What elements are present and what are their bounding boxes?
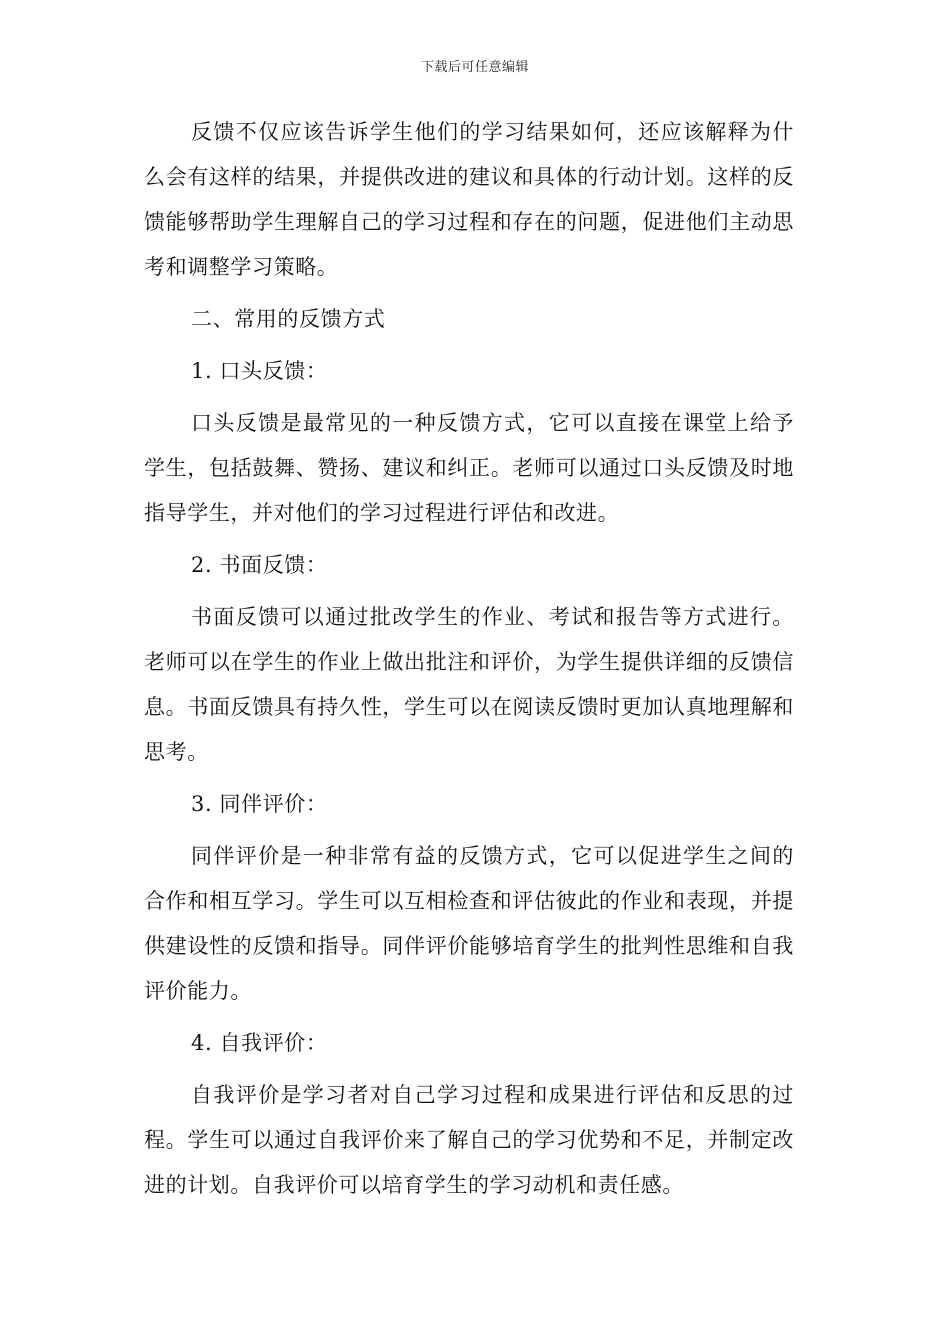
item-body-written: 书面反馈可以通过批改学生的作业、考试和报告等方式进行。老师可以在学生的作业上做出批注和评价，为学生提供详细的反馈信息。书面反馈具有持久性，学生可以在阅读反馈时更加认真地理解和思考。 [144,605,794,764]
item-body-self: 自我评价是学习者对自己学习过程和成果进行评估和反思的过程。学生可以通过自我评价来了解自己的学习优势和不足，并制定改进的计划。自我评价可以培育学生的学习动机和责任感。 [144,1083,794,1197]
item-heading-peer: 3. 同伴评价： [191,792,328,816]
document-body [144,110,794,1208]
section-title: 二、常用的反馈方式 [191,307,386,331]
header-note: 下载后可任意编辑 [420,60,529,75]
item-heading-oral: 1. 口头反馈： [191,359,328,383]
item-body-peer: 同伴评价是一种非常有益的反馈方式，它可以促进学生之间的合作和相互学习。学生可以互相检查和评估彼此的作业和表现，并提供建设性的反馈和指导。同伴评价能够培育学生的批判性思维和自我评价能力。 [144,844,794,1003]
item-heading-written: 2. 书面反馈： [191,553,328,577]
item-body-oral: 口头反馈是最常见的一种反馈方式，它可以直接在课堂上给予学生，包括鼓舞、赞扬、建议和纠正。老师可以通过口头反馈及时地指导学生，并对他们的学习过程进行评估和改进。 [144,411,794,525]
intro-paragraph: 反馈不仅应该告诉学生他们的学习结果如何，还应该解释为什么会有这样的结果，并提供改进的建议和具体的行动计划。这样的反馈能够帮助学生理解自己的学习过程和存在的问题，促进他们主动思考和调整学习策略。 [144,120,794,279]
item-heading-self: 4. 自我评价： [191,1031,328,1055]
